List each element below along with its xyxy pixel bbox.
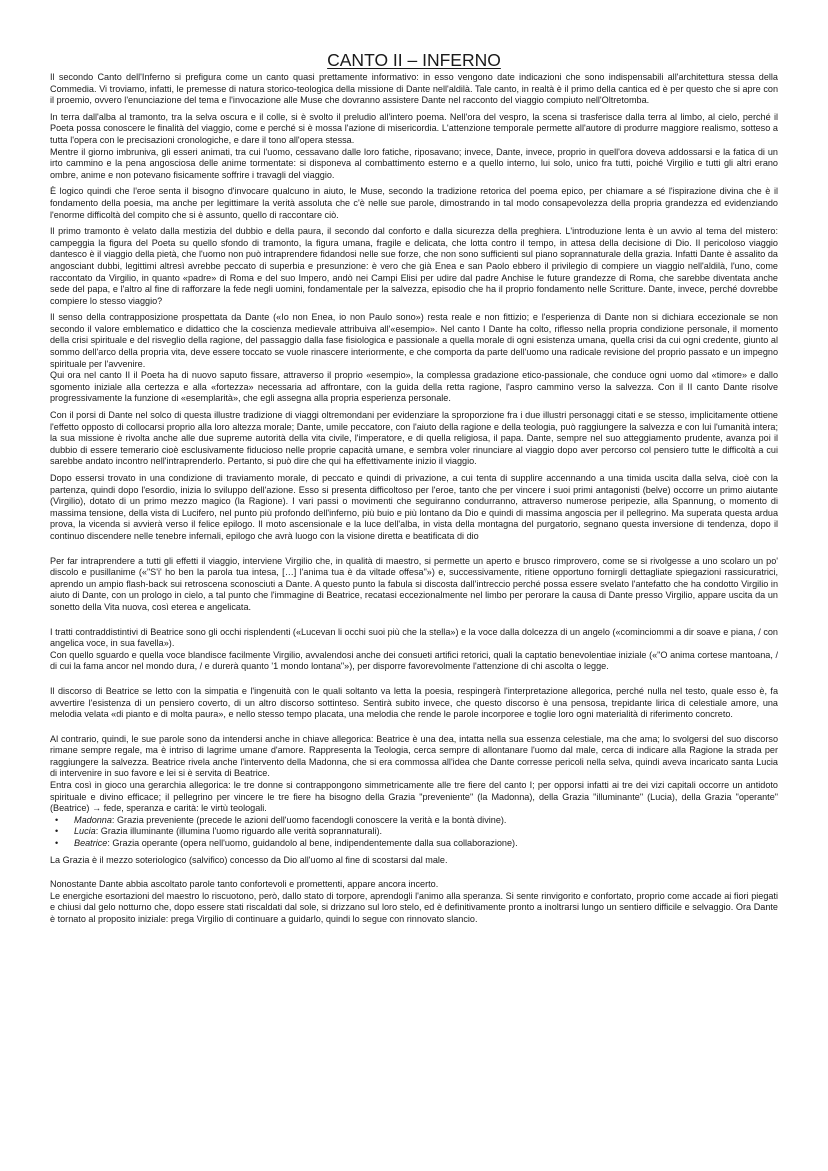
paragraph-beatrice-speech: Il discorso di Beatrice se letto con la simpatia e l'ingenuità con le quali soltanto va letta la poesia, respingerà l'interpretazione allegorica, perché nulla nel testo, quale esso è, fa avvertire l'esistenza di un pensiero coverto, di un altro discorso sottinteso. Sentirà subito invece, che questo discorso è una pensosa, trepidante lirica di celestiale amore, una melodia velata «di pianto e di molta paura», e nello stesso tempo placata, una melodia che rende le parole incorporee e toglie loro ogni materialità di riferimento concreto. — [50, 685, 778, 720]
paragraph-spacer — [50, 673, 778, 686]
paragraph-spacer — [50, 866, 778, 879]
list-item-name: Madonna — [74, 814, 112, 825]
list-item-text: : Grazia operante (opera nell'uomo, guidandolo al bene, indipendentemente dalla sua collaborazione). — [107, 838, 518, 849]
paragraph-beatrice-voice: Con quello sguardo e quella voce blandisce facilmente Virgilio, avvalendosi anche dei consueti artifici retorici, quali la captatio benevolentiae iniziale («"O anima cortese mantoana, / di cui la fama ancor nel mondo dura, / e durerà quanto '1 mondo lontana"»), per disporre favorevolmente l'attenzione di chi ascolta o legge. — [50, 649, 778, 672]
paragraph-grace: La Grazia è il mezzo soteriologico (salvifico) concesso da Dio all'uomo al fine di scostarsi dal male. — [50, 854, 448, 865]
paragraph-journey: Dopo essersi trovato in una condizione di traviamento morale, di peccato e quindi di privazione, a cui tenta di supplire accennando a una timida uscita dalla selva, cioè con la partenza, quindi dopo l'esordio, inizia lo sviluppo dell'azione. Esso si presenta difficoltoso per l'eroe, tanto che per vincere i suoi primi antagonisti (belve) occorre un primo aiutante (Virgilio), dotato di un primo mezzo magico (la Ragione). I vari passi o movimenti che seguiranno condurranno, attraverso numerose peripezie, alla Spannung, o momento di massima tensione, della vista di Lucifero, nel punto più profondo dell'inferno, più buio e più lontano da Dio e quindi di massima angoscia per il pellegrino. Ma superata questa ardua prova, la vicenda si avvierà verso il felice epilogo. Il moto ascensionale e la luce dell'alba, in vista della montagna del purgatorio, segnano questa inversione di tendenza, dopo il continuo discendere nelle tenebre infernali, epilogo che avrà luogo con la visione diretta e beatificata di dio — [50, 473, 778, 541]
paragraph-contrast: Il senso della contrapposizione prospettata da Dante («Io non Enea, io non Paulo sono») resta reale e non fittizio; e l'esperienza di Dante non si dichiara eccezionale se non secondo il valore emblematico e didattico che la coscienza medievale attribuiva all'«esempio». Nel canto I Dante ha colto, riflesso nella propria condizione personale, il momento della crisi spirituale e del risveglio della ragione, del passaggio dalla fase fisiologica e passionale a quella morale di ogni esistenza umana, quella crisi da cui ogni credente, giunto al sommo dell'arco della propria vita, deve essere toccato se vuole rinascere interiormente, e che comporta da parte dell'uomo una radicale revisione del proprio passato e un impegno spirituale per l'avvenire. — [50, 312, 778, 369]
paragraph-spacer — [50, 721, 778, 734]
paragraph-hierarchy: Entra così in gioco una gerarchia allegorica: le tre donne si contrappongono simmetricamente alle tre fiere del canto I; per opporsi infatti ai tre dei vizi capitali occorre un antidoto spirituale e divino efficace; il pellegrino per vincere le tre fiere ha bisogno della Grazia "preveniente" (la Madonna), della Grazia "illuminante" (Lucia), della Grazia "operante" (Beatrice) → fede, speranza e carità: le virtù teologali. — [50, 780, 778, 814]
list-item — [55, 826, 778, 838]
paragraph-time: In terra dall'alba al tramonto, tra la selva oscura e il colle, si è svolto il preludio all'intero poema. Nell'ora del vespro, la scena si trasferisce dalla terra al limbo, al cielo, perché il Poeta possa conoscere le finalità del viaggio, come e perché si è mossa l'azione di misericordia. L'attenzione temporale permette all'autore di produrre maggiore realismo, sotteso a tutta l'opera con le precisazioni cronologiche, e dare il tono all'opera stessa. — [50, 111, 778, 145]
paragraph-intro: Il secondo Canto dell'Inferno si prefigura come un canto quasi prettamente informativo: in esso vengono date indicazioni che sono indispensabili all'architettura stessa della Commedia. Vi troviamo, infatti, le premesse di natura storico-teologica della missione di Dante nell'aldilà. Tale canto, in realtà è il primo della cantica ed è per questo che si apre con il proemio, ovvero l'enunciazione del tema e l'invocazione alle Muse che dovranno assistere Dante nel racconto del viaggio compiuto nell'Oltretomba. — [50, 72, 778, 106]
paragraph-virgilio: Per far intraprendere a tutti gli effetti il viaggio, interviene Virgilio che, in qualità di maestro, si permette un aperto e brusco rimprovero, come se si rivolgesse a uno scolaro un po' discolo e pusillanime («"S'i' ho ben la parola tua intesa, […] l'anima tua è da viltade offesa"») e, successivamente, ritiene opportuno fornirgli dettagliate spiegazioni rassicuratrici, aprendo un ampio flash-back sui retroscena sconosciuti a Dante. A questo punto la fabula si discosta dall'intreccio perché possa essere svelato l'antefatto che ha condotto Virgilio in aiuto di Dante, con un prologo in cielo, a tal punto che l'immagine di Beatrice, recatasi eccezionalmente nel limbo per perorare la causa di Dante presso Virgilio, appare uscita da un sonetto della Vita nuova, così eterea e angelicata. — [50, 555, 778, 612]
page-title: CANTO II – INFERNO — [327, 50, 501, 70]
list-item — [55, 838, 778, 850]
bullet-marker: • — [55, 826, 59, 837]
list-item-text: : Grazia illuminante (illumina l'uomo riguardo alle verità soprannaturali). — [95, 826, 383, 837]
paragraph-spacer — [50, 543, 778, 556]
bullet-marker: • — [55, 814, 59, 825]
list-item-text: : Grazia preveniente (precede le azioni dell'uomo facendogli conoscere la verità e la bontà divine). — [111, 814, 507, 825]
paragraph-muses: È logico quindi che l'eroe senta il bisogno d'invocare qualcuno in aiuto, le Muse, secondo la tradizione retorica del poema epico, per chiamare a sé l'ispirazione divina che è il fondamento della poesia, ma anche per legittimare la verità assoluta che c'è nelle sue parole, dimostrando in tal modo consapevolezza della propria grandezza ed evidenziando l'enorme difficoltà del compito che si è assunto, quello di raccontare ciò. — [50, 186, 778, 220]
paragraph-evening: Mentre il giorno imbruniva, gli esseri animati, tra cui l'uomo, cessavano dalle loro fatiche, riposavano; invece, Dante, invece, proprio in quell'ora doveva addossarsi e la fatica di un irto cammino e la pena angosciosa delle anime tormentate: si disponeva al combattimento esterno e a quello interno, lui solo, unico fra tutti, poiché Virgilio e tutti gli altri erano ombre, anime e non potevano fisicamente soffrire i travagli del viaggio. — [50, 146, 778, 180]
paragraph-allegory: Al contrario, quindi, le sue parole sono da intendersi anche in chiave allegorica: Beatrice è una dea, intatta nella sua essenza celestiale, ma che ama; lo svolgersi del suo discorso rimane sempre regale, ma è intriso di lagrime umane d'amore. Rappresenta la Teologia, cerca sempre di allontanare l'uomo dal male, cerca di indicare alla Ragione la strada per raggiungere la salvezza. Beatrice rivela anche l'intervento della Madonna, che si era commossa all'idea che Dante corresse pericoli nella selva, quindi aveva incaricato santa Lucia di intervenire in suo favore e lei si è servita di Beatrice. — [50, 733, 778, 779]
list-item — [55, 814, 778, 827]
grace-list — [50, 815, 778, 850]
paragraph-tradition: Con il porsi di Dante nel solco di questa illustre tradizione di viaggi oltremondani per evidenziare la sproporzione fra i due illustri personaggi citati e se stesso, implicitamente ottiene l'effetto opposto di collocarsi proprio alla loro altezza morale; Dante, umile peccatore, con l'aiuto della ragione e della teologia, può raggiungere la salvezza e con lui l'umanità intera; la sua missione è rivolta anche alle due supreme autorità della vita civile, l'imperatore, e di quella religiosa, il papa. Dante, sempre nel suo atteggiamento prudente, avanza poi il dubbio di essere temerario cioè esclusivamente fiducioso nelle proprie capacità umane, e sembra voler rinunciare al viaggio dopo aver percorso col pensiero tutte le difficoltà a cui sarebbe andato incontro nell'intraprenderlo. Pertanto, si può dire che qui ha effettivamente inizio il viaggio. — [50, 410, 778, 467]
list-item-name: Lucia — [74, 826, 96, 837]
paragraph-beatrice-traits: I tratti contraddistintivi di Beatrice sono gli occhi risplendenti («Lucevan li occhi suoi più che la stella») e la voce dalla dolcezza di un angelo («cominciommi a dir soave e piana, / con angelica voce, in sua favella»). — [50, 626, 778, 649]
paragraph-sunset: Il primo tramonto è velato dalla mestizia del dubbio e della paura, il secondo dal conforto e dalla sicurezza della preghiera. L'introduzione lenta è un avvio al tema del mistero: campeggia la figura del Poeta su quello sfondo di tramonto, la figura umana, fragile e delicata, che lotta contro il tempo, in attesa della decisione di Dio. Il pericoloso viaggio dantesco è il viaggio della pietà, che l'uomo non può intraprendere fidandosi nelle sue forze, che non sono sufficienti sul piano soprannaturale della grazia. Infatti Dante è assalito da angosciant dubbi, legittimi altresì avrebbe peccato di superbia e presunzione: è vero che già Enea e san Paolo ebbero il privilegio di compiere un viaggio nell'aldilà, l'uno, come raccontato da Virgilio, in quanto «padre» di Roma e del suo Impero, andò nei Campi Elisi per udire dal padre Anchise le future grandezze di Roma, che sarebbe diventata anche sede del papa, e l'altro al fine di rafforzare la fede negli uomini, fondamentale per la salvezza, episodio che ha il proprio fondamento nelle Scritture. Dante, invece, perché dovrebbe compiere lo stesso viaggio? — [50, 226, 778, 306]
bullet-marker: • — [55, 838, 59, 849]
paragraph-conclusion: Le energiche esortazioni del maestro lo riscuotono, però, dallo stato di torpore, aprendogli l'animo alla speranza. Si sente rinvigorito e confortato, proprio come accade ai fiori piegati e chiusi dal gelo notturno che, dopo essere stati riscaldati dal sole, si drizzano sul loro stelo, ed è definitivamente pronto a inoltrarsi lungo un sentiero difficile e selvaggio. Ora Dante è tornato al proposito iniziale: prega Virgilio di continuare a guidarlo, quindi lo segue con rinnovato slancio. — [50, 890, 778, 924]
paragraph-uncertain: Nonostante Dante abbia ascoltato parole tanto confortevoli e promettenti, appare ancora incerto. — [50, 879, 439, 890]
paragraph-canto-two: Qui ora nel canto II il Poeta ha di nuovo saputo fissare, attraverso il proprio «esempio», la complessa gradazione etico-passionale, che conduce ogni uomo dal «timore» e dallo sgomento iniziale alla certezza e alla «fortezza» necessaria ad affrontare, con la guida della retta ragione, l'aspro cammino verso la salvezza. Con il II canto Dante risolve progressivamente la funzione di «esemplarità», che egli assegna alla propria esperienza personale. — [50, 370, 778, 404]
paragraph-spacer — [50, 614, 778, 627]
list-item-name: Beatrice — [74, 838, 108, 849]
